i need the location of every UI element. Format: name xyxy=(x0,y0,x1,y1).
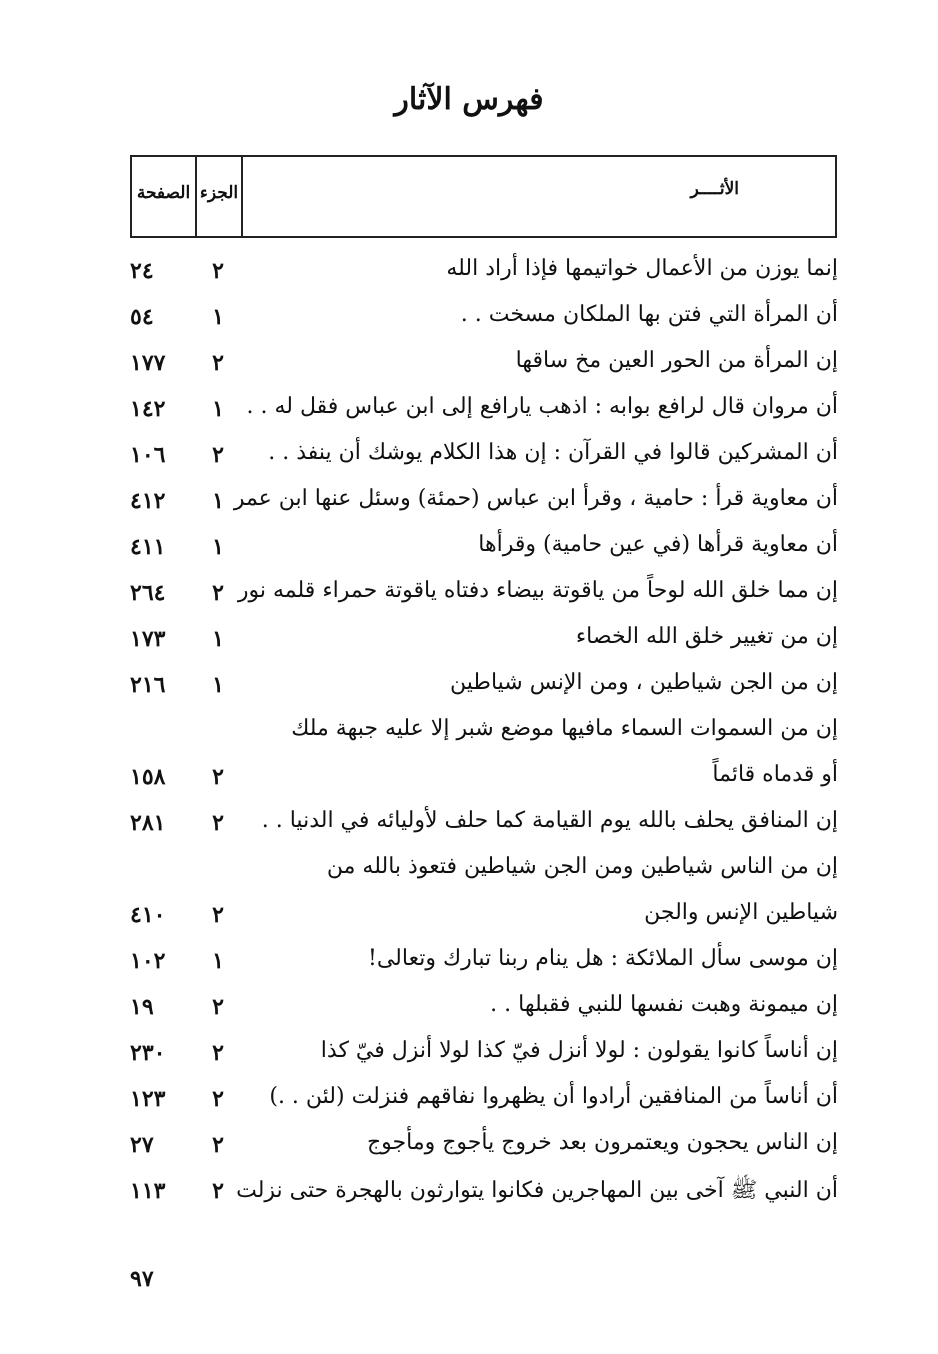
row-page: ٢١٦ xyxy=(130,672,166,698)
row-text: شياطين الإنس والجن xyxy=(644,900,838,925)
row-page: ١٥٨ xyxy=(130,764,166,790)
page-title: فهرس الآثار xyxy=(394,82,544,117)
row-page: ٢٦٤ xyxy=(130,580,166,606)
row-juz: ٢ xyxy=(212,1040,224,1066)
table-row xyxy=(0,664,938,710)
row-page: ٢٤ xyxy=(130,258,154,284)
row-text: إن الناس يحجون ويعتمرون بعد خروج يأجوج ومأجوج xyxy=(366,1130,838,1155)
row-page: ٢٧ xyxy=(130,1132,154,1158)
row-text: إن المرأة من الحور العين مخ ساقها xyxy=(515,348,838,373)
row-juz: ١ xyxy=(212,672,224,698)
table-row xyxy=(0,572,938,618)
row-page: ١٢٣ xyxy=(130,1086,166,1112)
row-text: إن موسى سأل الملائكة : هل ينام ربنا تبارك وتعالى! xyxy=(368,946,838,971)
row-juz: ٢ xyxy=(212,442,224,468)
row-text: أو قدماه قائماً xyxy=(712,762,838,787)
row-text: إن مما خلق الله لوحاً من ياقوتة بيضاء دفتاه ياقوتة حمراء قلمه نور xyxy=(237,578,838,603)
row-text: أن معاوية قرأها (في عين حامية) وقرأها xyxy=(478,532,838,557)
row-text: أن معاوية قرأ : حامية ، وقرأ ابن عباس (حمئة) وسئل عنها ابن عمر xyxy=(233,486,838,511)
row-page: ٤١١ xyxy=(130,534,166,560)
table-row xyxy=(0,1124,938,1170)
row-page: ١٤٢ xyxy=(130,396,166,422)
table-row xyxy=(0,986,938,1032)
table-row xyxy=(0,480,938,526)
row-juz: ٢ xyxy=(212,1086,224,1112)
row-juz: ٢ xyxy=(212,258,224,284)
table-row xyxy=(0,618,938,664)
row-page: ٤١٢ xyxy=(130,488,166,514)
row-text: إن من تغيير خلق الله الخصاء xyxy=(575,624,838,649)
table-row xyxy=(0,1170,938,1216)
table-row xyxy=(0,388,938,434)
row-juz: ٢ xyxy=(212,810,224,836)
table-row xyxy=(0,296,938,342)
table-row xyxy=(0,802,938,848)
table-row xyxy=(0,342,938,388)
header-page: الصفحة xyxy=(136,183,191,203)
row-juz: ١ xyxy=(212,488,224,514)
table-row xyxy=(0,756,938,802)
row-juz: ١ xyxy=(212,534,224,560)
row-page: ٤١٠ xyxy=(130,902,166,928)
row-juz: ١ xyxy=(212,396,224,422)
page-number: ٩٧ xyxy=(130,1266,154,1292)
index-table xyxy=(0,250,938,1216)
row-text: أن مروان قال لرافع بوابه : اذهب يارافع إلى ابن عباس فقل له . . xyxy=(246,394,838,419)
row-juz: ٢ xyxy=(212,1132,224,1158)
row-text: إن ميمونة وهبت نفسها للنبي فقبلها . . xyxy=(490,992,838,1017)
table-row xyxy=(0,894,938,940)
row-page: ١٧٣ xyxy=(130,626,166,652)
row-juz: ٢ xyxy=(212,1178,224,1204)
table-row xyxy=(0,940,938,986)
row-text: أن النبي ﷺ آخى بين المهاجرين فكانوا يتوارثون بالهجرة حتى نزلت xyxy=(236,1178,838,1203)
header-athar: الأثــــر xyxy=(241,157,835,236)
row-text: إن أناساً كانوا يقولون : لولا أنزل فيّ كذا لولا أنزل فيّ كذا xyxy=(320,1038,838,1063)
row-text: إنما يوزن من الأعمال خواتيمها فإذا أراد الله xyxy=(446,256,838,281)
table-row xyxy=(0,250,938,296)
row-text: إن من الناس شياطين ومن الجن شياطين فتعوذ بالله من xyxy=(326,854,838,879)
row-page: ١١٣ xyxy=(130,1178,166,1204)
row-juz: ٢ xyxy=(212,580,224,606)
row-page: ١٧٧ xyxy=(130,350,166,376)
row-juz: ٢ xyxy=(212,350,224,376)
header-juz: الجزء xyxy=(195,157,241,236)
row-page: ١٠٢ xyxy=(130,948,166,974)
row-juz: ١ xyxy=(212,304,224,330)
row-text: أن أناساً من المنافقين أرادوا أن يظهروا نفاقهم فنزلت (لئن . .) xyxy=(269,1084,838,1109)
row-text: إن من السموات السماء مافيها موضع شبر إلا عليه جبهة ملك xyxy=(291,716,838,741)
row-text: أن المرأة التي فتن بها الملكان مسخت . . xyxy=(460,302,838,327)
row-juz: ٢ xyxy=(212,902,224,928)
row-text: إن المنافق يحلف بالله يوم القيامة كما حلف لأوليائه في الدنيا . . xyxy=(261,808,838,833)
table-header xyxy=(130,155,837,238)
table-row xyxy=(0,434,938,480)
row-text: إن من الجن شياطين ، ومن الإنس شياطين xyxy=(450,670,838,695)
row-juz: ١ xyxy=(212,626,224,652)
row-page: ١٠٦ xyxy=(130,442,166,468)
row-page: ٥٤ xyxy=(130,304,154,330)
table-row xyxy=(0,848,938,894)
table-row xyxy=(0,710,938,756)
row-juz: ٢ xyxy=(212,994,224,1020)
table-row xyxy=(0,1078,938,1124)
row-juz: ١ xyxy=(212,948,224,974)
row-text: أن المشركين قالوا في القرآن : إن هذا الكلام يوشك أن ينفذ . . xyxy=(268,440,838,465)
row-page: ٢٣٠ xyxy=(130,1040,166,1066)
row-page: ١٩ xyxy=(130,994,154,1020)
table-row xyxy=(0,526,938,572)
row-juz: ٢ xyxy=(212,764,224,790)
table-row xyxy=(0,1032,938,1078)
row-page: ٢٨١ xyxy=(130,810,166,836)
